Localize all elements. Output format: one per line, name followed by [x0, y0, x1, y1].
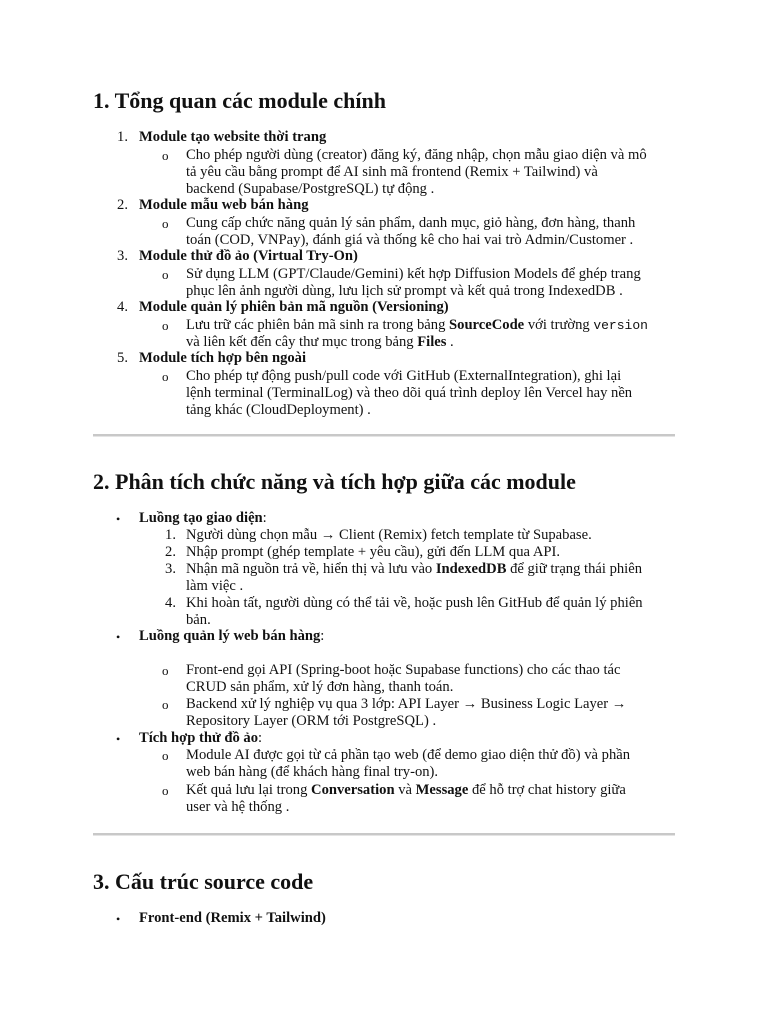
- circle-bullet-icon: o: [162, 783, 169, 798]
- circle-bullet-icon: o: [162, 318, 169, 333]
- flow-3-heading: Tích hợp thử đồ ảo:: [139, 730, 263, 746]
- flow-3-item-1-line-1: Module AI được gọi từ cả phần tạo web (để demo giao diện thử đồ) và phần: [186, 747, 631, 763]
- item-4-heading: Module quản lý phiên bản mã nguồn (Versioning): [139, 299, 449, 315]
- section-3-title: 3. Cấu trúc source code: [93, 869, 314, 894]
- step-2-number: 2.: [165, 544, 176, 560]
- item-5-desc-line-3: tảng khác (CloudDeployment) .: [186, 402, 371, 418]
- dot-bullet-icon: •: [116, 630, 121, 644]
- step-4-number: 4.: [165, 595, 176, 611]
- circle-bullet-icon: o: [162, 267, 169, 282]
- flow-2-item-1-line-2: CRUD sản phẩm, xử lý đơn hàng, thanh toán.: [186, 679, 454, 695]
- flow-3-item-2-line-1: Kết quả lưu lại trong Conversation và Message để hỗ trợ chat history giữa: [186, 782, 626, 798]
- circle-bullet-icon: o: [162, 748, 169, 763]
- item-3-heading: Module thử đồ ảo (Virtual Try-On): [139, 248, 358, 264]
- item-5-number: 5.: [117, 350, 128, 366]
- flow-3-item-1-line-2: web bán hàng (để khách hàng final try-on).: [186, 764, 439, 780]
- item-2-number: 2.: [117, 197, 128, 213]
- step-3-number: 3.: [165, 561, 176, 577]
- circle-bullet-icon: o: [162, 697, 169, 712]
- section-2-title: 2. Phân tích chức năng và tích hợp giữa các module: [93, 469, 576, 494]
- item-1-number: 1.: [117, 129, 128, 145]
- item-1-desc-line-3: backend (Supabase/PostgreSQL) tự động .: [186, 181, 435, 197]
- step-1-text: Người dùng chọn mẫu → Client (Remix) fetch template từ Supabase.: [186, 527, 592, 543]
- dot-bullet-icon: •: [116, 512, 121, 526]
- circle-bullet-icon: o: [162, 369, 169, 384]
- dot-bullet-icon: •: [116, 732, 121, 746]
- item-5-desc-line-2: lệnh terminal (TerminalLog) và theo dõi quá trình deploy lên Vercel hay nền: [186, 385, 633, 401]
- flow-2-heading: Luồng quản lý web bán hàng:: [139, 628, 325, 644]
- item-2-desc-line-2: toán (COD, VNPay), đánh giá và thống kê cho hai vai trò Admin/Customer .: [186, 232, 634, 248]
- item-1-desc-line-1: Cho phép người dùng (creator) đăng ký, đăng nhập, chọn mẫu giao diện và mô: [186, 147, 647, 163]
- item-3-desc-line-1: Sử dụng LLM (GPT/Claude/Gemini) kết hợp Diffusion Models để ghép trang: [186, 266, 641, 282]
- flow-2-item-1-line-1: Front-end gọi API (Spring-boot hoặc Supabase functions) cho các thao tác: [186, 662, 621, 678]
- item-4-desc-line-2: và liên kết đến cây thư mục trong bảng Files .: [186, 334, 454, 350]
- item-4-number: 4.: [117, 299, 128, 315]
- flow-2-item-2-line-2: Repository Layer (ORM tới PostgreSQL) .: [186, 713, 437, 729]
- item-3-number: 3.: [117, 248, 128, 264]
- step-2-text: Nhập prompt (ghép template + yêu cầu), gửi đến LLM qua API.: [186, 544, 561, 560]
- section-1-title: 1. Tổng quan các module chính: [93, 88, 387, 113]
- step-1-number: 1.: [165, 527, 176, 543]
- section-divider: [93, 434, 675, 437]
- item-3-desc-line-2: phục lên ảnh người dùng, lưu lịch sử prompt và kết quả trong IndexedDB .: [186, 283, 623, 299]
- item-1-heading: Module tạo website thời trang: [139, 129, 327, 145]
- dot-bullet-icon: •: [116, 912, 121, 926]
- flow-1-heading: Luồng tạo giao diện:: [139, 510, 267, 526]
- item-1-desc-line-2: tả yêu cầu bằng prompt để AI sinh mã frontend (Remix + Tailwind) và: [186, 164, 598, 180]
- step-3-text-line-1: Nhận mã nguồn trả về, hiển thị và lưu vào IndexedDB để giữ trạng thái phiên: [186, 561, 643, 577]
- item-4-desc-line-1: Lưu trữ các phiên bản mã sinh ra trong bảng SourceCode với trường version: [186, 317, 648, 333]
- step-4-text-line-1: Khi hoàn tất, người dùng có thể tải về, hoặc push lên GitHub để quản lý phiên: [186, 595, 643, 611]
- item-2-heading: Module mẫu web bán hàng: [139, 197, 309, 213]
- step-4-text-line-2: bản.: [186, 612, 211, 628]
- circle-bullet-icon: o: [162, 216, 169, 231]
- section-3-item-1: Front-end (Remix + Tailwind): [139, 910, 326, 926]
- flow-3-item-2-line-2: user và hệ thống .: [186, 799, 290, 815]
- item-5-desc-line-1: Cho phép tự động push/pull code với GitHub (ExternalIntegration), ghi lại: [186, 368, 622, 384]
- flow-2-item-2-line-1: Backend xử lý nghiệp vụ qua 3 lớp: API Layer → Business Logic Layer →: [186, 696, 627, 712]
- item-2-desc-line-1: Cung cấp chức năng quản lý sản phẩm, danh mục, giỏ hàng, đơn hàng, thanh: [186, 215, 636, 231]
- section-divider: [93, 833, 675, 836]
- item-5-heading: Module tích hợp bên ngoài: [139, 350, 307, 366]
- circle-bullet-icon: o: [162, 663, 169, 678]
- circle-bullet-icon: o: [162, 148, 169, 163]
- step-3-text-line-2: làm việc .: [186, 578, 244, 594]
